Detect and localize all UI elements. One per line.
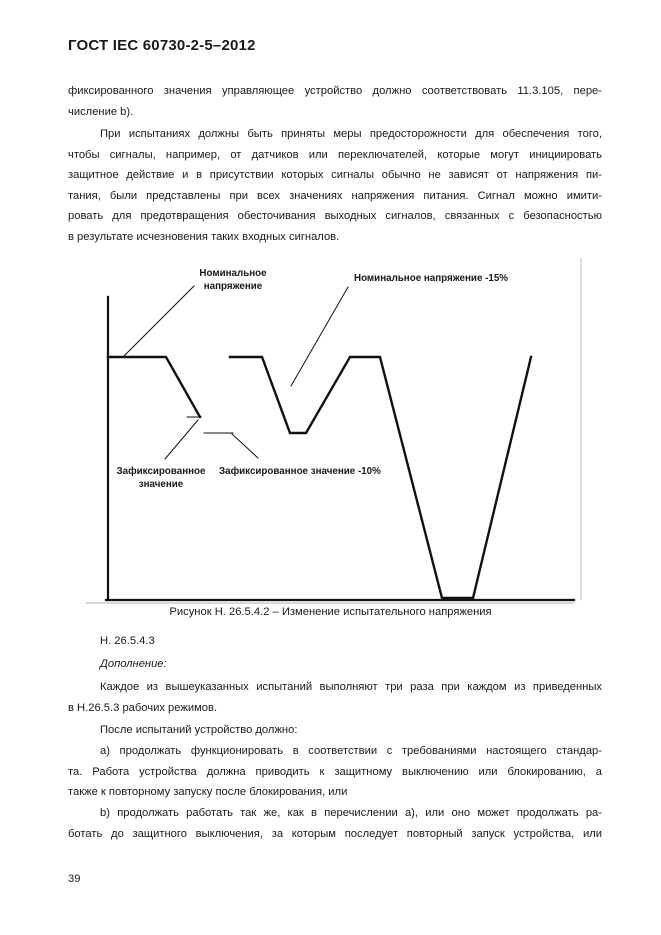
text-line: Дополнение: xyxy=(100,658,167,670)
list-item-a xyxy=(68,741,602,803)
leader-fixed-minus10 xyxy=(232,434,258,458)
supplement-heading xyxy=(68,654,602,675)
text-line: числение b). xyxy=(68,105,134,118)
text-line: также к повторному запуску после блокирования, или xyxy=(68,786,348,799)
voltage-trace-segment-1 xyxy=(108,357,200,417)
label-fixed-minus10: Зафиксированное значение -10% xyxy=(219,466,381,477)
label-nominal-minus15: Номинальное напряжение -15% xyxy=(354,273,508,284)
figure-caption: Рисунок Н. 26.5.4.2 – Изменение испытательного напряжения xyxy=(169,606,492,618)
section-number xyxy=(68,631,602,652)
label-nominal-voltage xyxy=(188,268,278,293)
label-line: значение xyxy=(138,478,184,490)
text-line: та. Работа устройства должна приводить к защитному выключению или блокированию, а xyxy=(68,765,602,778)
text-line: При испытаниях должны быть приняты меры предосторожности для обеспечения того, xyxy=(100,128,602,140)
text-line: в Н.26.5.3 рабочих режимов. xyxy=(68,701,218,714)
text-line: а) продолжать функционировать в соответствии с требованиями настоящего стандар- xyxy=(100,745,602,757)
text-line: b) продолжать работать так же, как в перечислении а), или оно может продолжать ра- xyxy=(100,807,602,819)
text-line: Н. 26.5.4.3 xyxy=(100,635,155,647)
text-line: Каждое из вышеуказанных испытаний выполняют три раза при каждом из приведенных xyxy=(100,681,602,693)
text-line: чтобы сигналы, например, от датчиков или переключателей, которые могут инициировать xyxy=(68,148,602,161)
text-line: защитное действие и в присутствии которых сигналы обычно не зависят от напряжения пи- xyxy=(68,169,602,182)
leader-fixed xyxy=(165,420,198,459)
page-number: 39 xyxy=(68,873,81,885)
list-item-b xyxy=(68,803,602,844)
text-line: фиксированного значения управляющее устройство должно соответствовать 11.3.105, пере- xyxy=(68,85,602,97)
leader-nominal-minus15 xyxy=(291,287,348,386)
text-line: тания, были представлены при всех значениях напряжения питания. Сигнал можно имити- xyxy=(68,189,602,202)
document-header: ГОСТ IEC 60730-2-5–2012 xyxy=(68,37,256,54)
section-paragraph-1 xyxy=(68,677,602,718)
leader-nominal xyxy=(124,286,194,356)
text-line: ровать для предотвращения обесточивания выходных сигналов, связанных с безопасностью xyxy=(68,210,602,223)
text-line: ботать до защитного выключения, за которым последует повторный запуск устройства, или xyxy=(68,827,602,840)
label-line: Номинальное xyxy=(199,268,267,279)
label-fixed-value xyxy=(106,466,216,491)
label-line: напряжение xyxy=(203,280,263,292)
section-paragraph-2 xyxy=(68,720,602,741)
text-line: После испытаний устройство должно: xyxy=(100,724,298,736)
text-line: в результате исчезновения таких входных сигналов. xyxy=(68,230,340,243)
label-line: Зафиксированное xyxy=(116,466,206,477)
